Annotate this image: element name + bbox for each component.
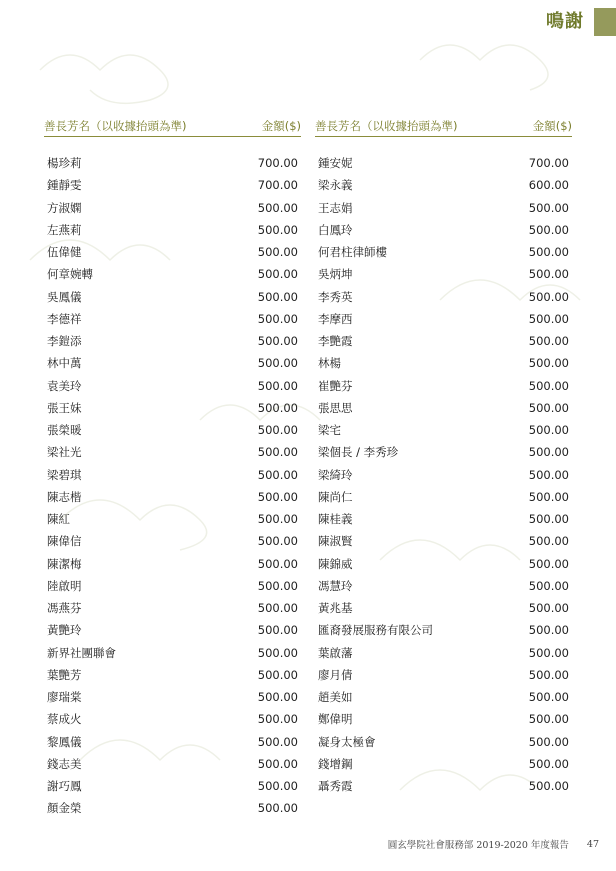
donor-row — [315, 352, 572, 374]
donor-row — [44, 152, 301, 174]
donation-amount: 500.00 — [257, 400, 298, 415]
name-header: 善長芳名（以收據抬頭為準) — [44, 119, 187, 133]
donor-row — [44, 308, 301, 330]
donor-name: 凝身太極會 — [318, 734, 376, 749]
donor-name: 陳志楷 — [47, 489, 82, 504]
donation-amount: 500.00 — [257, 601, 298, 616]
donor-name: 鄭偉明 — [318, 712, 353, 727]
donor-name: 李艷霞 — [318, 334, 353, 349]
donor-name: 錢增鋼 — [318, 756, 353, 771]
donor-name: 聶秀霞 — [318, 779, 353, 794]
donor-row — [315, 486, 572, 508]
donor-row — [315, 575, 572, 597]
donation-amount: 500.00 — [257, 267, 298, 282]
donor-name: 林中萬 — [47, 356, 82, 371]
donation-amount: 500.00 — [528, 489, 569, 504]
donor-column-right — [315, 117, 572, 797]
donation-amount: 500.00 — [528, 667, 569, 682]
donation-amount: 500.00 — [257, 423, 298, 438]
donation-amount: 500.00 — [257, 756, 298, 771]
donor-row — [44, 775, 301, 797]
donor-name: 梁社光 — [47, 445, 82, 460]
donor-row — [44, 575, 301, 597]
donor-row — [315, 419, 572, 441]
donation-amount: 500.00 — [528, 267, 569, 282]
donor-row — [315, 174, 572, 196]
donor-row — [44, 397, 301, 419]
donor-row — [44, 731, 301, 753]
donor-row — [44, 708, 301, 730]
donor-name: 馮慧玲 — [318, 578, 353, 593]
donation-amount: 500.00 — [257, 645, 298, 660]
donor-name: 黃兆基 — [318, 601, 353, 616]
donation-amount: 500.00 — [528, 623, 569, 638]
donation-amount: 500.00 — [257, 690, 298, 705]
donor-row — [44, 352, 301, 374]
donor-name: 錢志美 — [47, 756, 82, 771]
donation-amount: 500.00 — [528, 334, 569, 349]
donation-amount: 500.00 — [528, 289, 569, 304]
donor-row — [315, 530, 572, 552]
donation-amount: 500.00 — [528, 222, 569, 237]
donor-row — [315, 197, 572, 219]
donor-name: 林楊 — [318, 356, 341, 371]
donation-amount: 500.00 — [257, 378, 298, 393]
donation-amount: 500.00 — [257, 512, 298, 527]
donation-amount: 500.00 — [528, 512, 569, 527]
donor-list-left — [44, 152, 301, 820]
donor-name: 李秀英 — [318, 289, 353, 304]
donor-row — [44, 286, 301, 308]
donation-amount: 500.00 — [257, 445, 298, 460]
donation-amount: 500.00 — [257, 623, 298, 638]
donation-amount: 500.00 — [528, 645, 569, 660]
donation-amount: 500.00 — [528, 556, 569, 571]
donor-row — [315, 241, 572, 263]
donor-row — [315, 731, 572, 753]
donor-row — [315, 263, 572, 285]
donation-amount: 500.00 — [528, 712, 569, 727]
donation-amount: 500.00 — [257, 200, 298, 215]
donor-name: 趙美如 — [318, 690, 353, 705]
donor-row — [315, 330, 572, 352]
donor-name: 梁永義 — [318, 178, 353, 193]
donor-row — [315, 753, 572, 775]
donor-row — [315, 775, 572, 797]
donor-row — [44, 441, 301, 463]
donation-amount: 500.00 — [257, 779, 298, 794]
donor-name: 吳炳坤 — [318, 267, 353, 282]
amount-header: 金額($) — [261, 119, 301, 133]
donor-name: 何章婉轉 — [47, 267, 93, 282]
donor-row — [315, 708, 572, 730]
donation-amount: 500.00 — [528, 578, 569, 593]
donor-row — [315, 553, 572, 575]
donor-name: 黎鳳儀 — [47, 734, 82, 749]
donor-row — [44, 241, 301, 263]
donation-amount: 500.00 — [257, 578, 298, 593]
donor-row — [315, 508, 572, 530]
donor-name: 伍偉健 — [47, 245, 82, 260]
donation-amount: 700.00 — [257, 156, 298, 171]
donation-amount: 500.00 — [257, 712, 298, 727]
donor-row — [315, 397, 572, 419]
donor-name: 梁宅 — [318, 423, 341, 438]
donor-name: 張思思 — [318, 400, 353, 415]
donor-row — [315, 286, 572, 308]
donor-name: 梁碧琪 — [47, 467, 82, 482]
donation-amount: 500.00 — [528, 534, 569, 549]
donor-row — [315, 441, 572, 463]
donation-amount: 500.00 — [528, 245, 569, 260]
donor-row — [44, 263, 301, 285]
donor-name: 梁個長 / 李秀珍 — [318, 445, 399, 460]
donation-amount: 500.00 — [257, 245, 298, 260]
donor-row — [44, 619, 301, 641]
donation-amount: 500.00 — [257, 556, 298, 571]
donor-name: 謝巧鳳 — [47, 779, 82, 794]
donation-amount: 500.00 — [528, 467, 569, 482]
donor-name: 廖瑞棠 — [47, 690, 82, 705]
donation-amount: 500.00 — [528, 311, 569, 326]
donor-row — [315, 664, 572, 686]
donor-name: 王志娟 — [318, 200, 353, 215]
donor-row — [315, 619, 572, 641]
donor-row — [315, 464, 572, 486]
page-number: 47 — [586, 838, 599, 850]
donation-amount: 500.00 — [528, 779, 569, 794]
donor-row — [315, 308, 572, 330]
donation-amount: 500.00 — [528, 200, 569, 215]
donation-amount: 500.00 — [528, 601, 569, 616]
donation-amount: 500.00 — [257, 356, 298, 371]
donor-name: 吳鳳儀 — [47, 289, 82, 304]
donor-row — [44, 753, 301, 775]
donation-amount: 500.00 — [257, 222, 298, 237]
donation-amount: 500.00 — [257, 289, 298, 304]
donation-amount: 500.00 — [528, 445, 569, 460]
donor-name: 白鳳玲 — [318, 222, 353, 237]
donor-name: 李鎧添 — [47, 334, 82, 349]
donor-name: 張王妹 — [47, 400, 82, 415]
amount-header: 金額($) — [532, 119, 572, 133]
donor-name: 崔艷芬 — [318, 378, 353, 393]
donation-amount: 500.00 — [257, 489, 298, 504]
donation-amount: 500.00 — [257, 734, 298, 749]
donor-name: 黃艷玲 — [47, 623, 82, 638]
donor-name: 新界社團聯會 — [47, 645, 116, 660]
donation-amount: 500.00 — [257, 534, 298, 549]
donor-name: 何君柱律師樓 — [318, 245, 387, 260]
donor-row — [44, 464, 301, 486]
donor-row — [44, 597, 301, 619]
donation-amount: 500.00 — [528, 400, 569, 415]
donation-amount: 500.00 — [257, 667, 298, 682]
report-title: 圓玄學院社會服務部 2019-2020 年度報告 — [387, 840, 569, 851]
donor-row — [315, 642, 572, 664]
donor-row — [44, 508, 301, 530]
donation-amount: 500.00 — [528, 690, 569, 705]
donor-name: 顏金榮 — [47, 801, 82, 816]
donation-amount: 600.00 — [528, 178, 569, 193]
donor-name: 楊珍莉 — [47, 156, 82, 171]
donor-row — [44, 174, 301, 196]
donor-name: 陳尚仁 — [318, 489, 353, 504]
donation-amount: 500.00 — [257, 467, 298, 482]
column-header — [315, 117, 572, 137]
donor-name: 陳偉信 — [47, 534, 82, 549]
donor-name: 葉艷芳 — [47, 667, 82, 682]
donation-amount: 500.00 — [257, 334, 298, 349]
donor-name: 張榮暖 — [47, 423, 82, 438]
donor-row — [315, 597, 572, 619]
donation-amount: 500.00 — [528, 423, 569, 438]
donor-name: 陳淑賢 — [318, 534, 353, 549]
donor-row — [44, 419, 301, 441]
donor-list-right — [315, 152, 572, 797]
donation-amount: 500.00 — [257, 311, 298, 326]
donor-name: 匯裔發展服務有限公司 — [318, 623, 433, 638]
donor-row — [44, 197, 301, 219]
donation-amount: 500.00 — [528, 756, 569, 771]
donor-name: 馮燕芬 — [47, 601, 82, 616]
donor-row — [315, 152, 572, 174]
donor-name: 陳潔梅 — [47, 556, 82, 571]
donor-name: 陳桂義 — [318, 512, 353, 527]
column-header — [44, 117, 301, 137]
donor-name: 陸啟明 — [47, 578, 82, 593]
donor-row — [44, 642, 301, 664]
donor-row — [44, 797, 301, 819]
donation-amount: 500.00 — [528, 356, 569, 371]
donor-name: 袁美玲 — [47, 378, 82, 393]
section-tab: 鳴謝 — [546, 11, 584, 32]
donor-row — [44, 486, 301, 508]
donor-name: 鍾靜雯 — [47, 178, 82, 193]
donation-amount: 700.00 — [528, 156, 569, 171]
donor-name: 蔡成火 — [47, 712, 82, 727]
donor-row — [44, 375, 301, 397]
donor-name: 鍾安妮 — [318, 156, 353, 171]
donor-row — [315, 686, 572, 708]
donor-name: 廖月倩 — [318, 667, 353, 682]
page-footer — [388, 837, 599, 851]
donor-row — [44, 686, 301, 708]
donor-row — [44, 664, 301, 686]
donor-name: 葉啟藩 — [318, 645, 353, 660]
donor-name: 李摩西 — [318, 311, 353, 326]
donation-amount: 500.00 — [528, 734, 569, 749]
donor-name: 方淑嫻 — [47, 200, 82, 215]
donor-row — [44, 553, 301, 575]
donor-name: 左燕莉 — [47, 222, 82, 237]
donor-name: 梁綺玲 — [318, 467, 353, 482]
donor-row — [44, 530, 301, 552]
donation-amount: 700.00 — [257, 178, 298, 193]
donation-amount: 500.00 — [257, 801, 298, 816]
donor-row — [315, 219, 572, 241]
donor-name: 陳紅 — [47, 512, 70, 527]
name-header: 善長芳名（以收據抬頭為準) — [315, 119, 458, 133]
donor-name: 李德祥 — [47, 311, 82, 326]
donor-row — [44, 219, 301, 241]
donor-name: 陳錦威 — [318, 556, 353, 571]
donor-row — [44, 330, 301, 352]
donor-row — [315, 375, 572, 397]
donor-column-left — [44, 117, 301, 820]
donation-amount: 500.00 — [528, 378, 569, 393]
section-tab-marker — [594, 8, 616, 36]
